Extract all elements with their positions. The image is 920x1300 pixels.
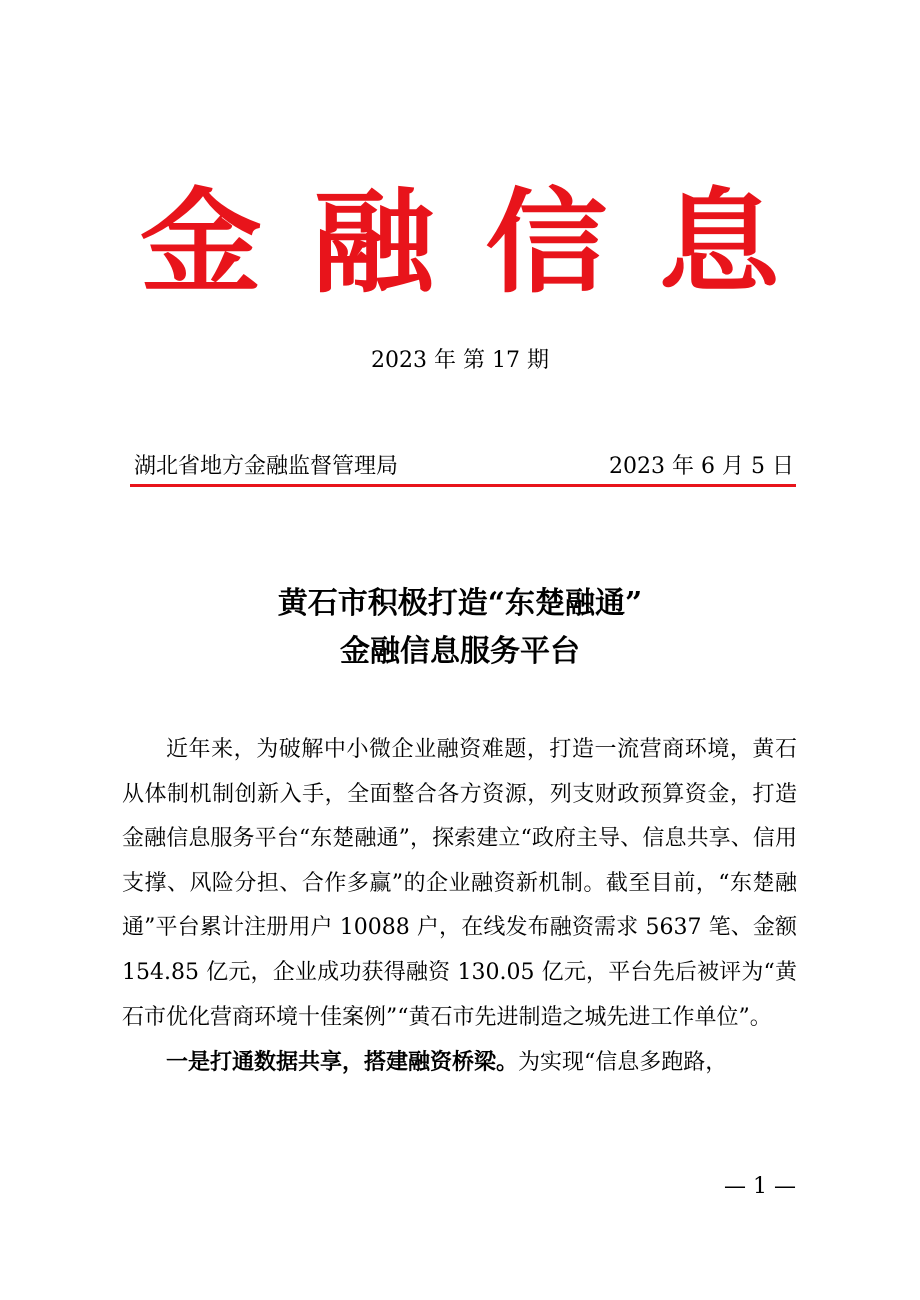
paragraph-2-text: 为实现“信息多跑路， [518,1050,728,1076]
masthead-char: 融 [312,177,435,309]
paragraph-2-heading: 一是打通数据共享，搭建融资桥梁。 [166,1049,519,1076]
paragraph-1: 近年来，为破解中小微企业融资难题，打造一流营商环境，黄石从体制机制创新入手，全面整合各方资源，列支财政预算资金，打造金融信息服务平台“东楚融通”，探索建立“政府主导、信息共享、信用支撑、风险分担、合作多赢”的企业融资新机制。截至目前，“东楚融通”平台累计注册用户 10088 户，在线发布融资需求 5637 笔、金额 154.85 亿元，企业成功获得融资 130.05 亿元，平台先后被评为“黄石市优化营商环境十佳案例”“黄石市先进制造之城先进工作单位”。 [122,737,797,1030]
page-number: — 1 — [724,1174,796,1199]
paragraph-2 [122,1040,797,1086]
issue-date: 2023 年 6 月 5 日 [609,454,794,479]
article-title [0,580,920,676]
masthead-char: 信 [485,177,608,309]
title-line-2: 金融信息服务平台 [340,634,580,669]
masthead-char: 金 [140,177,262,309]
masthead-title [140,178,780,308]
issuer-name: 湖北省地方金融监督管理局 [134,454,399,479]
title-line-1: 黄石市积极打造“东楚融通” [277,586,643,621]
article-body [122,728,797,1086]
masthead-char: 息 [657,177,780,309]
red-divider [130,484,796,487]
issue-number: 2023 年 第 17 期 [371,348,549,373]
